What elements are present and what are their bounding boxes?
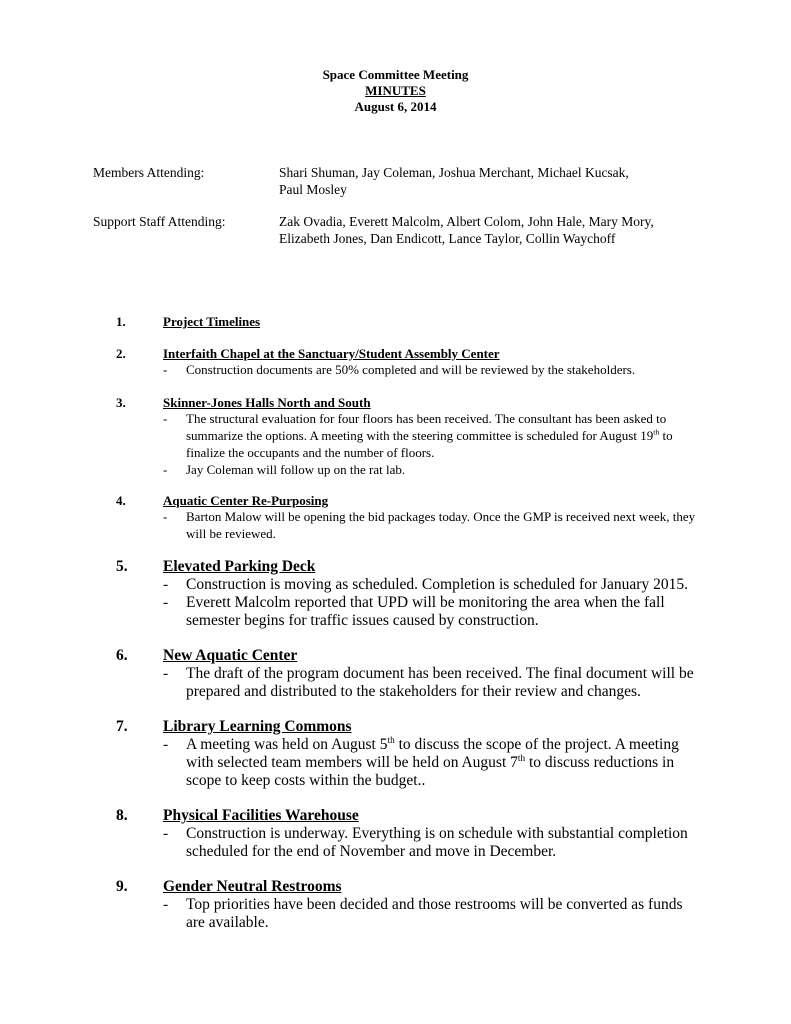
minutes-title: MINUTES <box>365 83 426 98</box>
item-title: New Aquatic Center <box>163 647 298 664</box>
item-notes <box>163 736 703 790</box>
bullet-dash: - <box>163 462 168 477</box>
item-title: Elevated Parking Deck <box>163 558 316 575</box>
note-text: Barton Malow will be opening the bid packages today. Once the GMP is received next week, they will be reviewed. <box>186 509 696 541</box>
note-bullet <box>163 665 703 701</box>
item-number: 6. <box>116 647 128 664</box>
note-text-cont: to finalize the occupants and the number of floors. <box>186 428 673 460</box>
staff-label: Support Staff Attending: <box>93 214 226 229</box>
note-text: Top priorities have been decided and those restrooms will be converted as funds are available. <box>186 896 683 931</box>
document-header <box>0 67 791 115</box>
item-number: 9. <box>116 878 128 895</box>
item-number: 4. <box>116 493 126 508</box>
item-title: Skinner-Jones Halls North and South <box>163 395 371 410</box>
item-notes <box>163 665 703 701</box>
item-number: 8. <box>116 807 128 824</box>
note-bullet <box>163 825 703 861</box>
bullet-dash: - <box>163 594 169 611</box>
note-bullet <box>163 896 703 932</box>
bullet-dash: - <box>163 736 169 753</box>
item-title: Physical Facilities Warehouse <box>163 807 359 824</box>
staff-list <box>279 213 699 247</box>
note-text: Construction is moving as scheduled. Completion is scheduled for January 2015. <box>186 576 688 593</box>
staff-line-2: Elizabeth Jones, Dan Endicott, Lance Taylor, Collin Waychoff <box>279 231 616 246</box>
item-number: 5. <box>116 558 128 575</box>
item-title: Aquatic Center Re-Purposing <box>163 493 329 508</box>
bullet-dash: - <box>163 576 169 593</box>
ordinal-suffix: th <box>653 427 660 437</box>
members-line-2: Paul Mosley <box>279 182 347 197</box>
item-number: 1. <box>116 314 126 329</box>
item-notes <box>163 576 703 630</box>
meeting-date: August 6, 2014 <box>354 99 437 114</box>
committee-title: Space Committee Meeting <box>322 67 469 82</box>
note-text-cont: to discuss the scope of the project. A meeting with selected team members will be held on August 7 <box>186 736 679 771</box>
note-bullet <box>163 508 703 542</box>
ordinal-suffix: th <box>517 753 526 764</box>
item-number: 7. <box>116 718 128 735</box>
members-label: Members Attending: <box>93 165 205 180</box>
note-bullet <box>163 410 703 461</box>
note-text: Everett Malcolm reported that UPD will be monitoring the area when the fall semester begins for traffic issues caused by construction. <box>186 594 665 629</box>
note-text: Construction documents are 50% completed and will be reviewed by the stakeholders. <box>186 362 636 377</box>
bullet-dash: - <box>163 825 169 842</box>
staff-line-1: Zak Ovadia, Everett Malcolm, Albert Colom, John Hale, Mary Mory, <box>279 214 654 229</box>
item-title: Interfaith Chapel at the Sanctuary/Student Assembly Center <box>163 346 500 361</box>
item-title: Gender Neutral Restrooms <box>163 878 342 895</box>
item-notes <box>163 361 703 378</box>
bullet-dash: - <box>163 362 168 377</box>
bullet-dash: - <box>163 896 169 913</box>
item-notes <box>163 825 703 861</box>
ordinal-suffix: th <box>387 735 395 746</box>
bullet-dash: - <box>163 509 168 524</box>
item-notes <box>163 896 703 932</box>
note-text: The structural evaluation for four floors has been received. The consultant has been asked to summarize the options. A meeting with the steering committee is scheduled for August 19 <box>186 411 667 443</box>
note-text: Jay Coleman will follow up on the rat lab. <box>186 462 406 477</box>
note-bullet <box>163 461 703 478</box>
members-line-1: Shari Shuman, Jay Coleman, Joshua Merchant, Michael Kucsak, <box>279 165 629 180</box>
note-bullet <box>163 576 703 594</box>
item-number: 3. <box>116 395 126 410</box>
item-number: 2. <box>116 346 126 361</box>
item-notes <box>163 410 703 478</box>
note-text-end: to discuss reductions in scope to keep costs within the budget.. <box>186 754 675 789</box>
note-bullet <box>163 594 703 630</box>
item-title: Project Timelines <box>163 314 261 329</box>
note-bullet <box>163 736 703 790</box>
note-text: Construction is underway. Everything is on schedule with substantial completion scheduled for the end of November and move in December. <box>186 825 688 860</box>
item-title: Library Learning Commons <box>163 718 352 735</box>
item-notes <box>163 508 703 542</box>
bullet-dash: - <box>163 665 169 682</box>
note-text: The draft of the program document has been received. The final document will be prepared and distributed to the stakeholders for their review and changes. <box>186 665 694 700</box>
note-text: A meeting was held on August 5 <box>186 736 388 753</box>
note-bullet <box>163 361 703 378</box>
members-list <box>279 164 699 198</box>
bullet-dash: - <box>163 411 168 426</box>
